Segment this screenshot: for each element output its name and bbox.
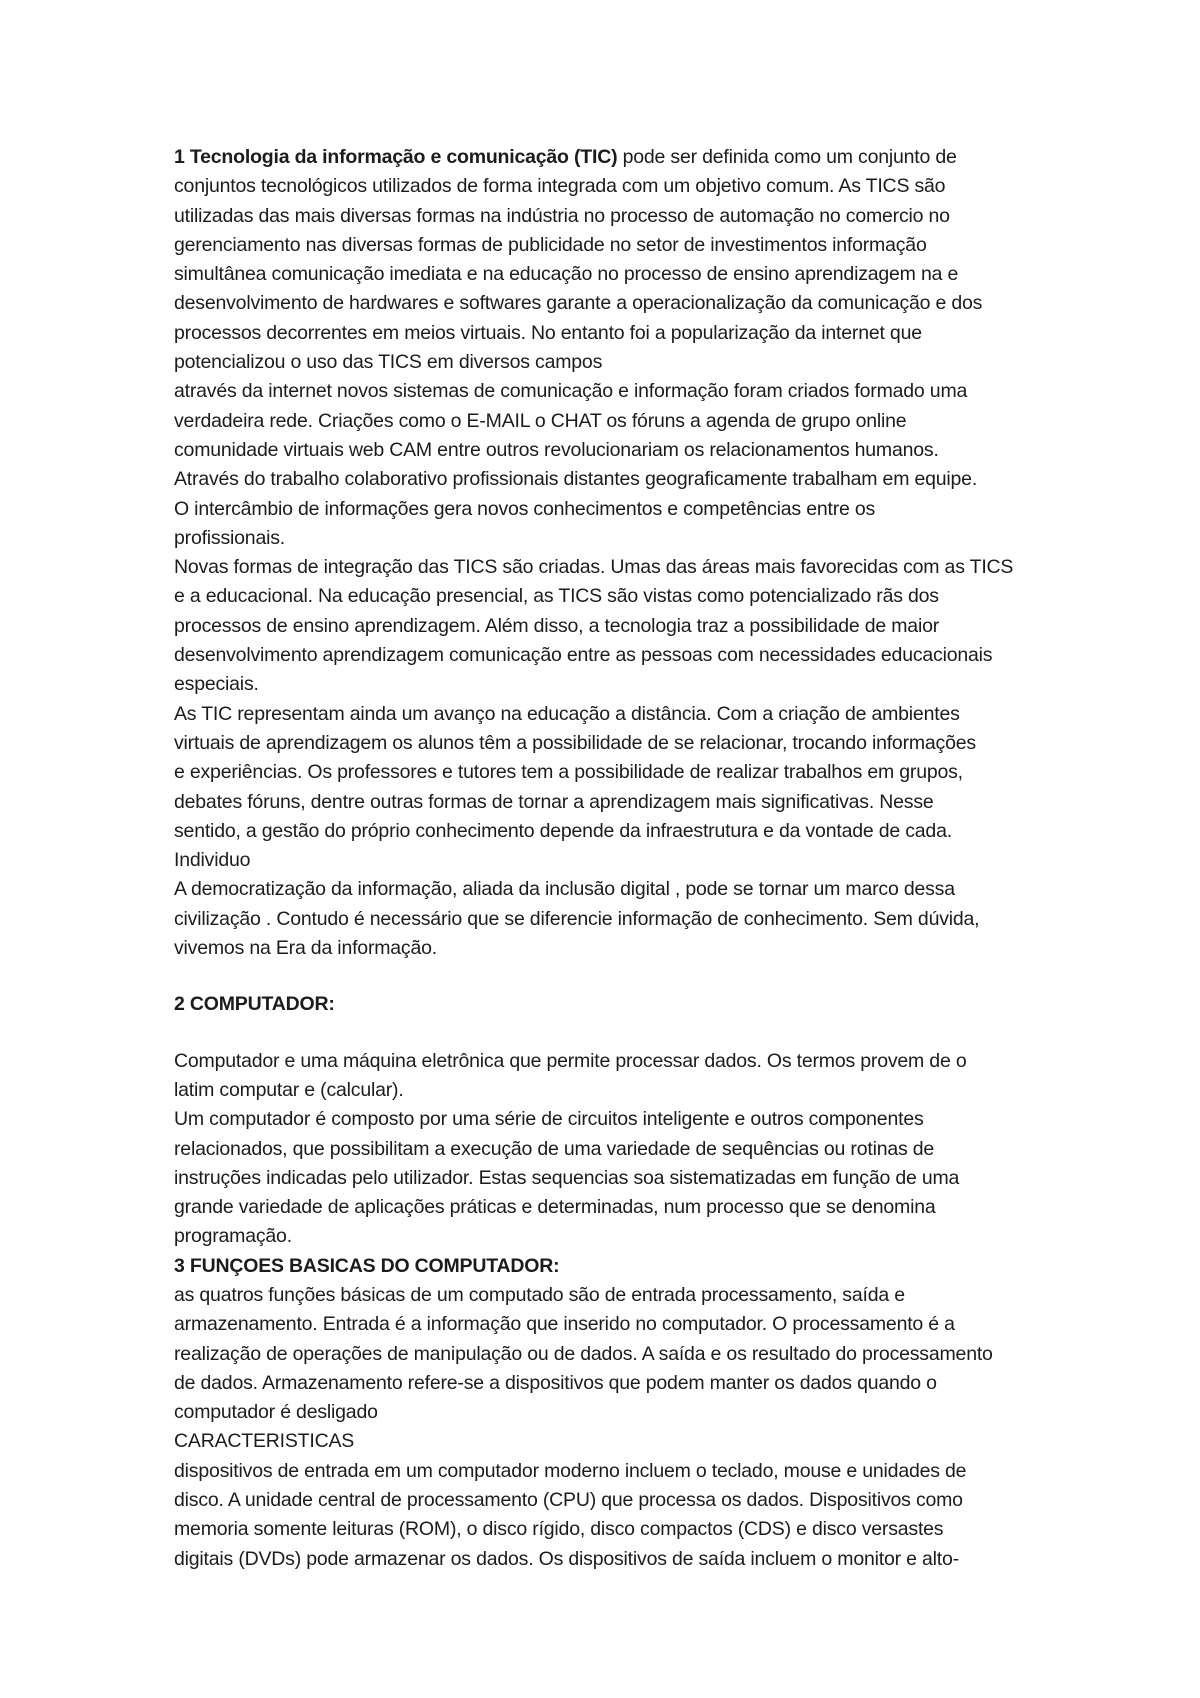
text-line: Um computador é composto por uma série de circuitos inteligente e outros componentes xyxy=(174,1108,924,1131)
text-line: armazenamento. Entrada é a informação que inserido no computador. O processamento é a xyxy=(174,1313,955,1336)
paragraph-spacer xyxy=(174,1020,1054,1047)
text-line: grande variedade de aplicações práticas e determinadas, num processo que se denomina xyxy=(174,1196,936,1219)
text-line: realização de operações de manipulação ou de dados. A saída e os resultado do processamento xyxy=(174,1342,993,1365)
text-line: simultânea comunicação imediata e na educação no processo de ensino aprendizagem na e xyxy=(174,263,959,286)
section-3-paragraph xyxy=(174,1252,1054,1574)
text-line: utilizadas das mais diversas formas na indústria no processo de automação no comercio no xyxy=(174,204,950,227)
section-3-heading: 3 FUNÇOES BASICAS DO COMPUTADOR: xyxy=(174,1254,560,1277)
text-line: A democratização da informação, aliada da inclusão digital , pode se tornar um marco dessa xyxy=(174,878,955,901)
text-line: As TIC representam ainda um avanço na educação a distância. Com a criação de ambientes xyxy=(174,702,960,725)
text-line: Através do trabalho colaborativo profissionais distantes geograficamente trabalham em equipe. xyxy=(174,468,978,491)
section-1-heading: Tecnologia da informação e comunicação (TIC) xyxy=(189,146,618,168)
text-line: Individuo xyxy=(174,849,251,872)
text-line: as quatros funções básicas de um computado são de entrada processamento, saída e xyxy=(174,1283,905,1306)
subheading-caracteristicas: CARACTERISTICAS xyxy=(174,1430,355,1453)
text-line: digitais (DVDs) pode armazenar os dados. Os dispositivos de saída incluem o monitor e alto- xyxy=(174,1547,959,1570)
text-line: instruções indicadas pelo utilizador. Estas sequencias soa sistematizadas em função de uma xyxy=(174,1166,960,1189)
text-line: Novas formas de integração das TICS são criadas. Umas das áreas mais favorecidas com as TICS xyxy=(174,556,1014,579)
text-line: comunidade virtuais web CAM entre outros revolucionariam os relacionamentos humanos. xyxy=(174,438,939,461)
text-line: através da internet novos sistemas de comunicação e informação foram criados formado uma xyxy=(174,380,968,403)
text-line: civilização . Contudo é necessário que se diferencie informação de conhecimento. Sem dúvida, xyxy=(174,907,980,930)
text-line: gerenciamento nas diversas formas de publicidade no setor de investimentos informação xyxy=(174,233,927,256)
text-line: computador é desligado xyxy=(174,1401,378,1424)
text-line: dispositivos de entrada em um computador moderno incluem o teclado, mouse e unidades de xyxy=(174,1459,967,1482)
text-line: processos de ensino aprendizagem. Além disso, a tecnologia traz a possibilidade de maior xyxy=(174,614,940,637)
section-2-heading-paragraph xyxy=(174,990,1054,1019)
text-line: latim computar e (calcular). xyxy=(174,1078,404,1101)
text-line: potencializou o uso das TICS em diversos campos xyxy=(174,351,603,374)
text-line: O intercâmbio de informações gera novos conhecimentos e competências entre os xyxy=(174,497,876,520)
text-line: e experiências. Os professores e tutores tem a possibilidade de realizar trabalhos em grupos, xyxy=(174,761,963,784)
text-line: especiais. xyxy=(174,673,259,696)
text-line: verdadeira rede. Criações como o E-MAIL o CHAT os fóruns a agenda de grupo online xyxy=(174,409,907,432)
text-line: virtuais de aprendizagem os alunos têm a possibilidade de se relacionar, trocando informações xyxy=(174,731,976,754)
text-line: profissionais. xyxy=(174,526,286,549)
text-line: desenvolvimento aprendizagem comunicação entre as pessoas com necessidades educacionais xyxy=(174,644,993,667)
text-line: processos decorrentes em meios virtuais. No entanto foi a popularização da internet que xyxy=(174,321,922,344)
section-2-heading: 2 COMPUTADOR: xyxy=(174,993,335,1016)
text-line: desenvolvimento de hardwares e softwares garante a operacionalização da comunicação e dos xyxy=(174,292,983,315)
text-line: disco. A unidade central de processamento (CPU) que processa os dados. Dispositivos como xyxy=(174,1489,963,1512)
section-2-paragraph xyxy=(174,1047,1054,1252)
text-line xyxy=(174,143,1054,172)
document-body xyxy=(174,143,1054,1574)
text-line: programação. xyxy=(174,1225,292,1248)
text-line: conjuntos tecnológicos utilizados de forma integrada com um objetivo comum. As TICS são xyxy=(174,175,946,198)
text-line: e a educacional. Na educação presencial, as TICS são vistas como potencializado rãs dos xyxy=(174,585,939,608)
text-line: de dados. Armazenamento refere-se a dispositivos que podem manter os dados quando o xyxy=(174,1371,937,1394)
text-line: relacionados, que possibilitam a execução de uma variedade de sequências ou rotinas de xyxy=(174,1137,935,1160)
paragraph-spacer xyxy=(174,963,1054,990)
section-1-paragraph xyxy=(174,143,1054,963)
text-line: vivemos na Era da informação. xyxy=(174,937,437,960)
section-1-heading-number: 1 xyxy=(174,146,185,168)
text-line: Computador e uma máquina eletrônica que permite processar dados. Os termos provem de o xyxy=(174,1049,967,1072)
text-line: sentido, a gestão do próprio conhecimento depende da infraestrutura e da vontade de cada. xyxy=(174,819,952,842)
text-line: memoria somente leituras (ROM), o disco rígido, disco compactos (CDS) e disco versastes xyxy=(174,1518,944,1541)
text-fragment: pode ser definida como um conjunto de xyxy=(622,146,957,168)
text-line: debates fóruns, dentre outras formas de tornar a aprendizagem mais significativas. Nesse xyxy=(174,790,934,813)
